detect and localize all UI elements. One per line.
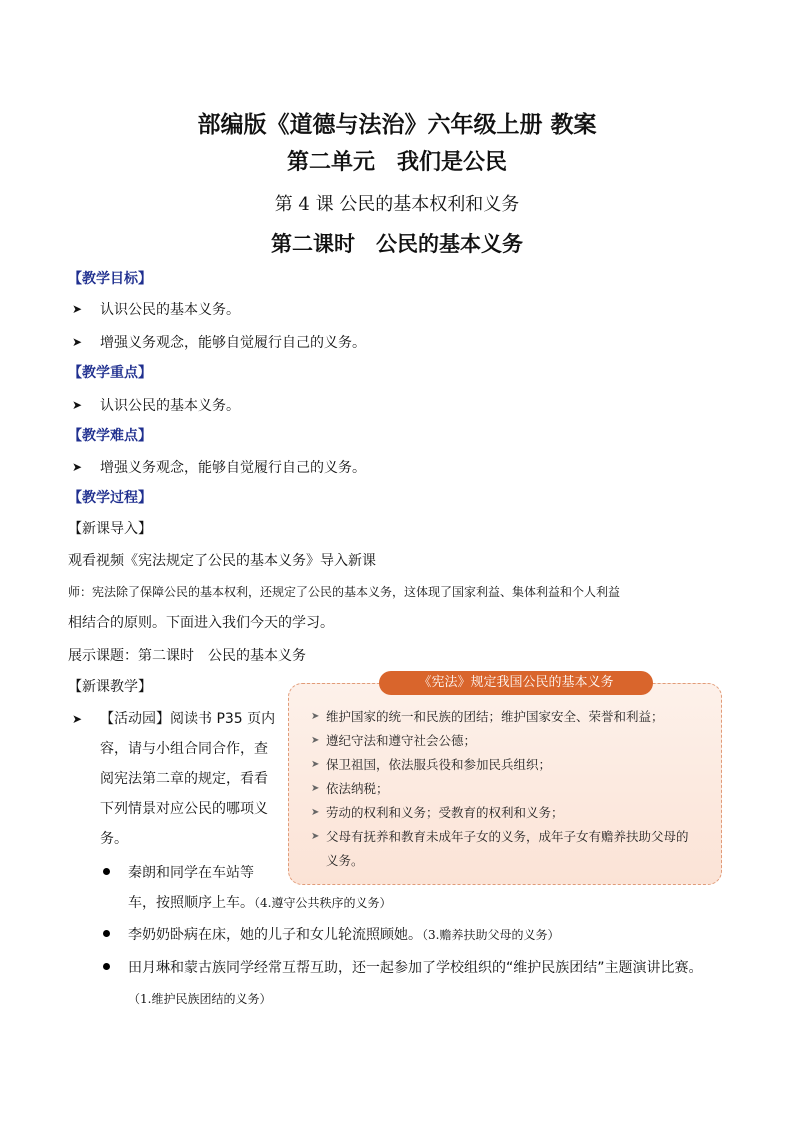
teaching-header: 【新课教学】 [68,679,152,695]
activity-line: 务。 [100,831,128,847]
goal-header: 【教学目标】 [68,271,152,287]
difficulty-item: 增强义务观念，能够自觉履行自己的义务。 [100,460,366,476]
scenario-text [128,892,391,912]
scenario-text-main: 李奶奶卧病在床，她的儿子和女儿轮流照顾她。 [128,927,422,943]
bullet-dot-icon [103,930,110,937]
scenario-note: （1.维护民族团结的义务） [128,992,272,1006]
topic-line: 展示课题：第二课时 公民的基本义务 [68,648,306,664]
bullet-dot-icon [103,963,110,970]
video-line: 观看视频《宪法规定了公民的基本义务》导入新课 [68,553,376,569]
duty-item: 维护国家的统一和民族的团结；维护国家安全、荣誉和利益； [326,709,664,724]
duty-item: 依法纳税； [326,781,389,796]
scenario-note: （4.遵守公共秩序的义务） [254,896,392,910]
key-header: 【教学重点】 [68,365,152,381]
scenario-text: 秦朗和同学在车站等 [128,865,254,881]
teacher-line: 师：宪法除了保障公民的基本权利，还规定了公民的基本义务，这体现了国家利益、集体利益和个人利益 [68,585,621,599]
difficulty-header: 【教学难点】 [68,428,152,444]
unit-title: 第二单元 我们是公民 [286,150,507,175]
arrow-bullet-icon: ➤ [311,783,320,794]
goal-item: 认识公民的基本义务。 [100,302,240,318]
intro-header: 【新课导入】 [68,521,152,537]
arrow-bullet-icon: ➤ [72,398,83,412]
period-title: 第二课时 公民的基本义务 [271,231,523,256]
arrow-bullet-icon: ➤ [72,335,83,349]
duty-item: 遵纪守法和遵守社会公德； [326,733,477,748]
scenario-text [128,924,559,944]
duty-item: 父母有抚养和教育未成年子女的义务，成年子女有赡养扶助父母的 [326,829,689,844]
duty-item: 保卫祖国，依法服兵役和参加民兵组织； [326,757,552,772]
key-item: 认识公民的基本义务。 [100,398,240,414]
activity-line: 容，请与小组合同合作，查 [100,741,268,757]
teacher-line-cont: 相结合的原则。下面进入我们今天的学习。 [68,615,334,631]
arrow-bullet-icon: ➤ [311,807,320,818]
scenario-text-cont: 车，按照顺序上车。 [128,895,254,911]
arrow-bullet-icon: ➤ [311,831,320,842]
duty-item: 劳动的权利和义务；受教育的权利和义务； [326,805,564,820]
arrow-bullet-icon: ➤ [311,759,320,770]
arrow-bullet-icon: ➤ [72,460,83,474]
duty-item-cont: 义务。 [326,853,364,868]
duty-box-title: 《宪法》规定我国公民的基本义务 [379,671,653,695]
lesson-title: 第 4 课 公民的基本权利和义务 [274,194,520,215]
activity-line: 阅宪法第二章的规定，看看 [100,771,268,787]
activity-line: 【活动园】阅读书 P35 页内 [100,711,276,727]
arrow-bullet-icon: ➤ [72,302,83,316]
bullet-dot-icon [103,868,110,875]
scenario-note: （3.赡养扶助父母的义务） [422,928,560,942]
arrow-bullet-icon: ➤ [311,735,320,746]
scenario-text: 田月琳和蒙古族同学经常互帮互助，还一起参加了学校组织的“维护民族团结”主题演讲比赛。 [128,960,703,976]
activity-line: 下列情景对应公民的哪项义 [100,801,268,817]
process-header: 【教学过程】 [68,490,152,506]
goal-item: 增强义务观念，能够自觉履行自己的义务。 [100,335,366,351]
doc-title: 部编版《道德与法治》六年级上册 教案 [197,112,597,138]
arrow-bullet-icon: ➤ [311,711,320,722]
arrow-bullet-icon: ➤ [72,712,83,726]
